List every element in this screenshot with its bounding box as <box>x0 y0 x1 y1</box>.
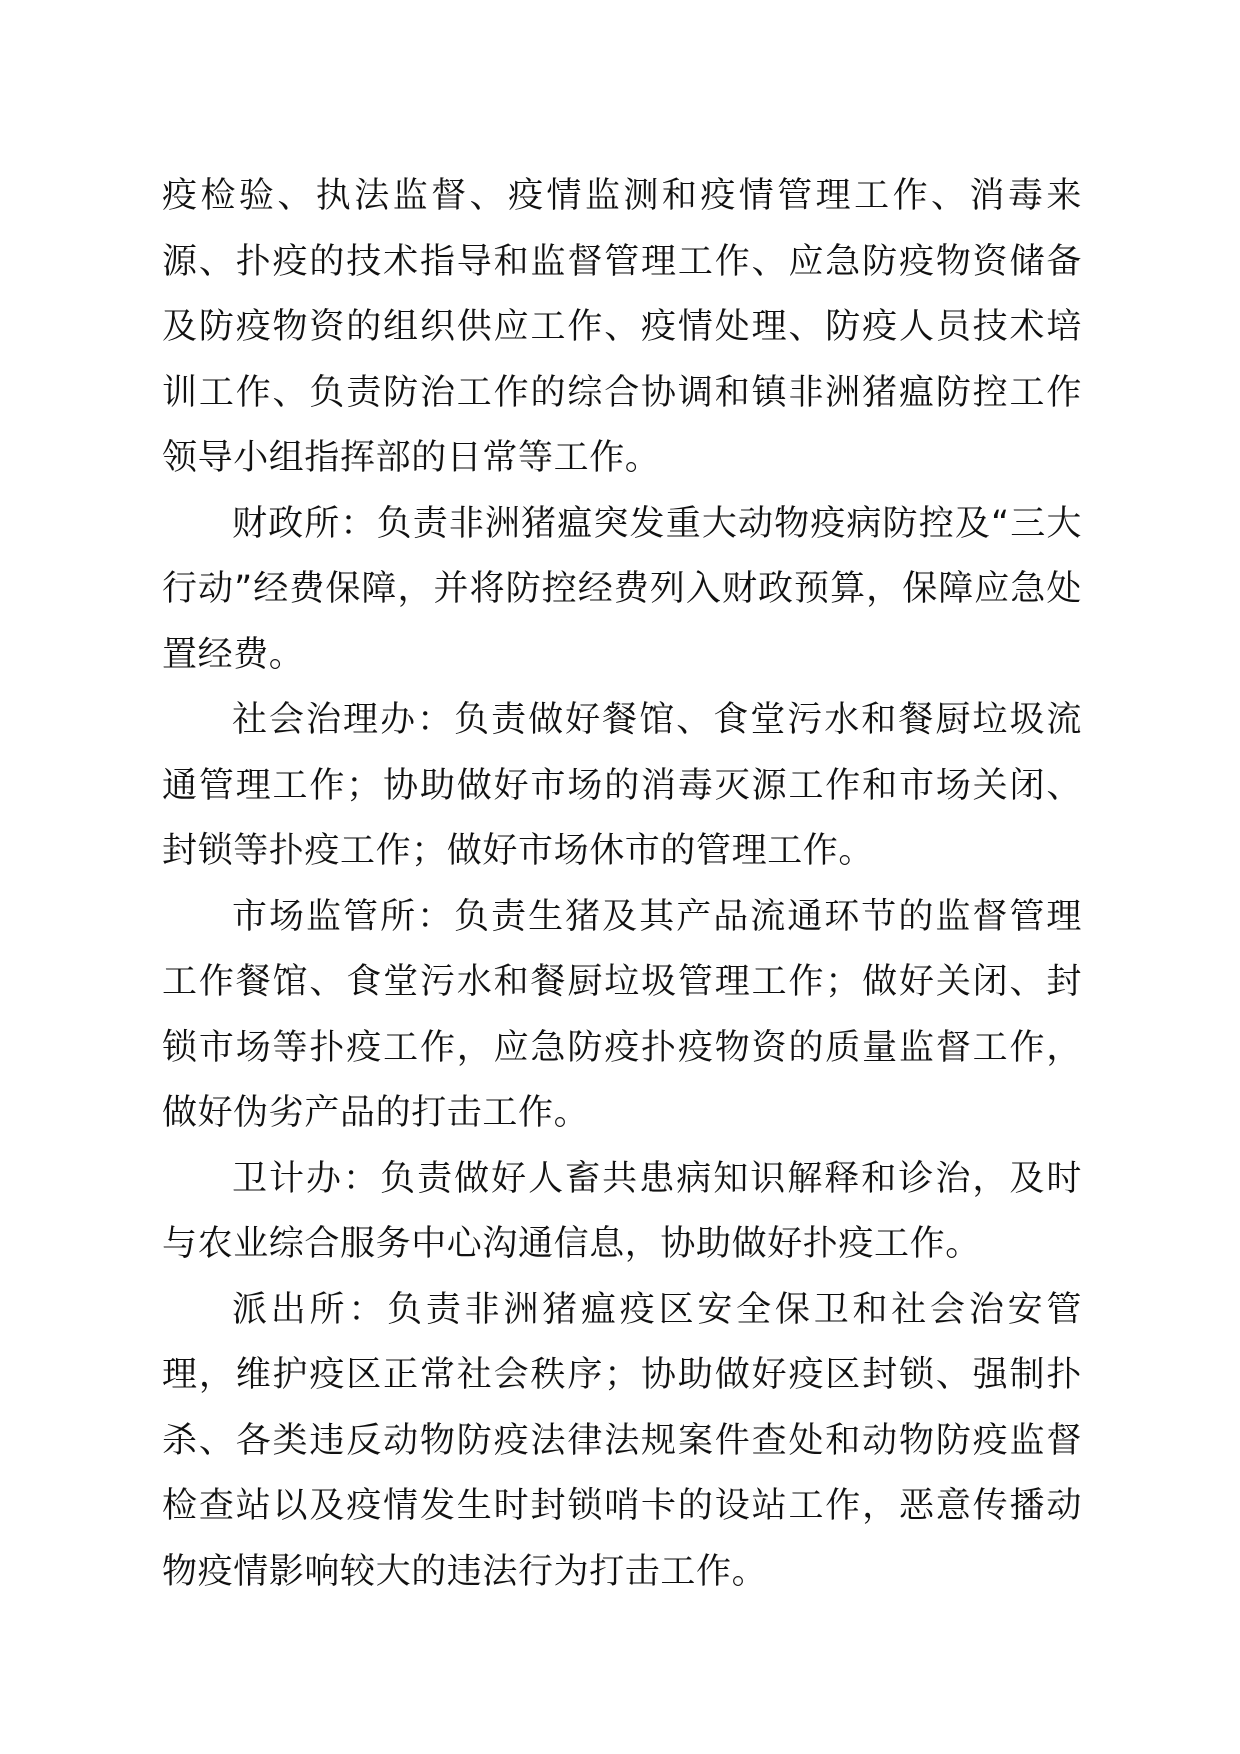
document-body <box>162 164 1082 1605</box>
paragraph-social-governance-office: 社会治理办：负责做好餐馆、食堂污水和餐厨垃圾流通管理工作；协助做好市场的消毒灭源工作和市场关闭、封锁等扑疫工作；做好市场休市的管理工作。 <box>162 700 1082 871</box>
paragraph-police-station: 派出所：负责非洲猪瘟疫区安全保卫和社会治安管理，维护疫区正常社会秩序；协助做好疫区封锁、强制扑杀、各类违反动物防疫法律法规案件查处和动物防疫监督检查站以及疫情发生时封锁哨卡的设站工作，恶意传播动物疫情影响较大的违法行为打击工作。 <box>162 1289 1082 1592</box>
paragraph-continuation: 疫检验、执法监督、疫情监测和疫情管理工作、消毒来源、扑疫的技术指导和监督管理工作、应急防疫物资储备及防疫物资的组织供应工作、疫情处理、防疫人员技术培训工作、负责防治工作的综合协调和镇非洲猪瘟防控工作领导小组指挥部的日常等工作。 <box>162 176 1082 478</box>
paragraph-health-planning-office: 卫计办：负责做好人畜共患病知识解释和诊治，及时与农业综合服务中心沟通信息，协助做好扑疫工作。 <box>162 1158 1082 1264</box>
paragraph-market-supervision-office: 市场监管所：负责生猪及其产品流通环节的监督管理工作餐馆、食堂污水和餐厨垃圾管理工作；做好关闭、封锁市场等扑疫工作，应急防疫扑疫物资的质量监督工作，做好伪劣产品的打击工作。 <box>162 896 1082 1133</box>
paragraph-finance-office: 财政所：负责非洲猪瘟突发重大动物疫病防控及“三大行动”经费保障，并将防控经费列入财政预算，保障应急处置经费。 <box>162 503 1082 675</box>
